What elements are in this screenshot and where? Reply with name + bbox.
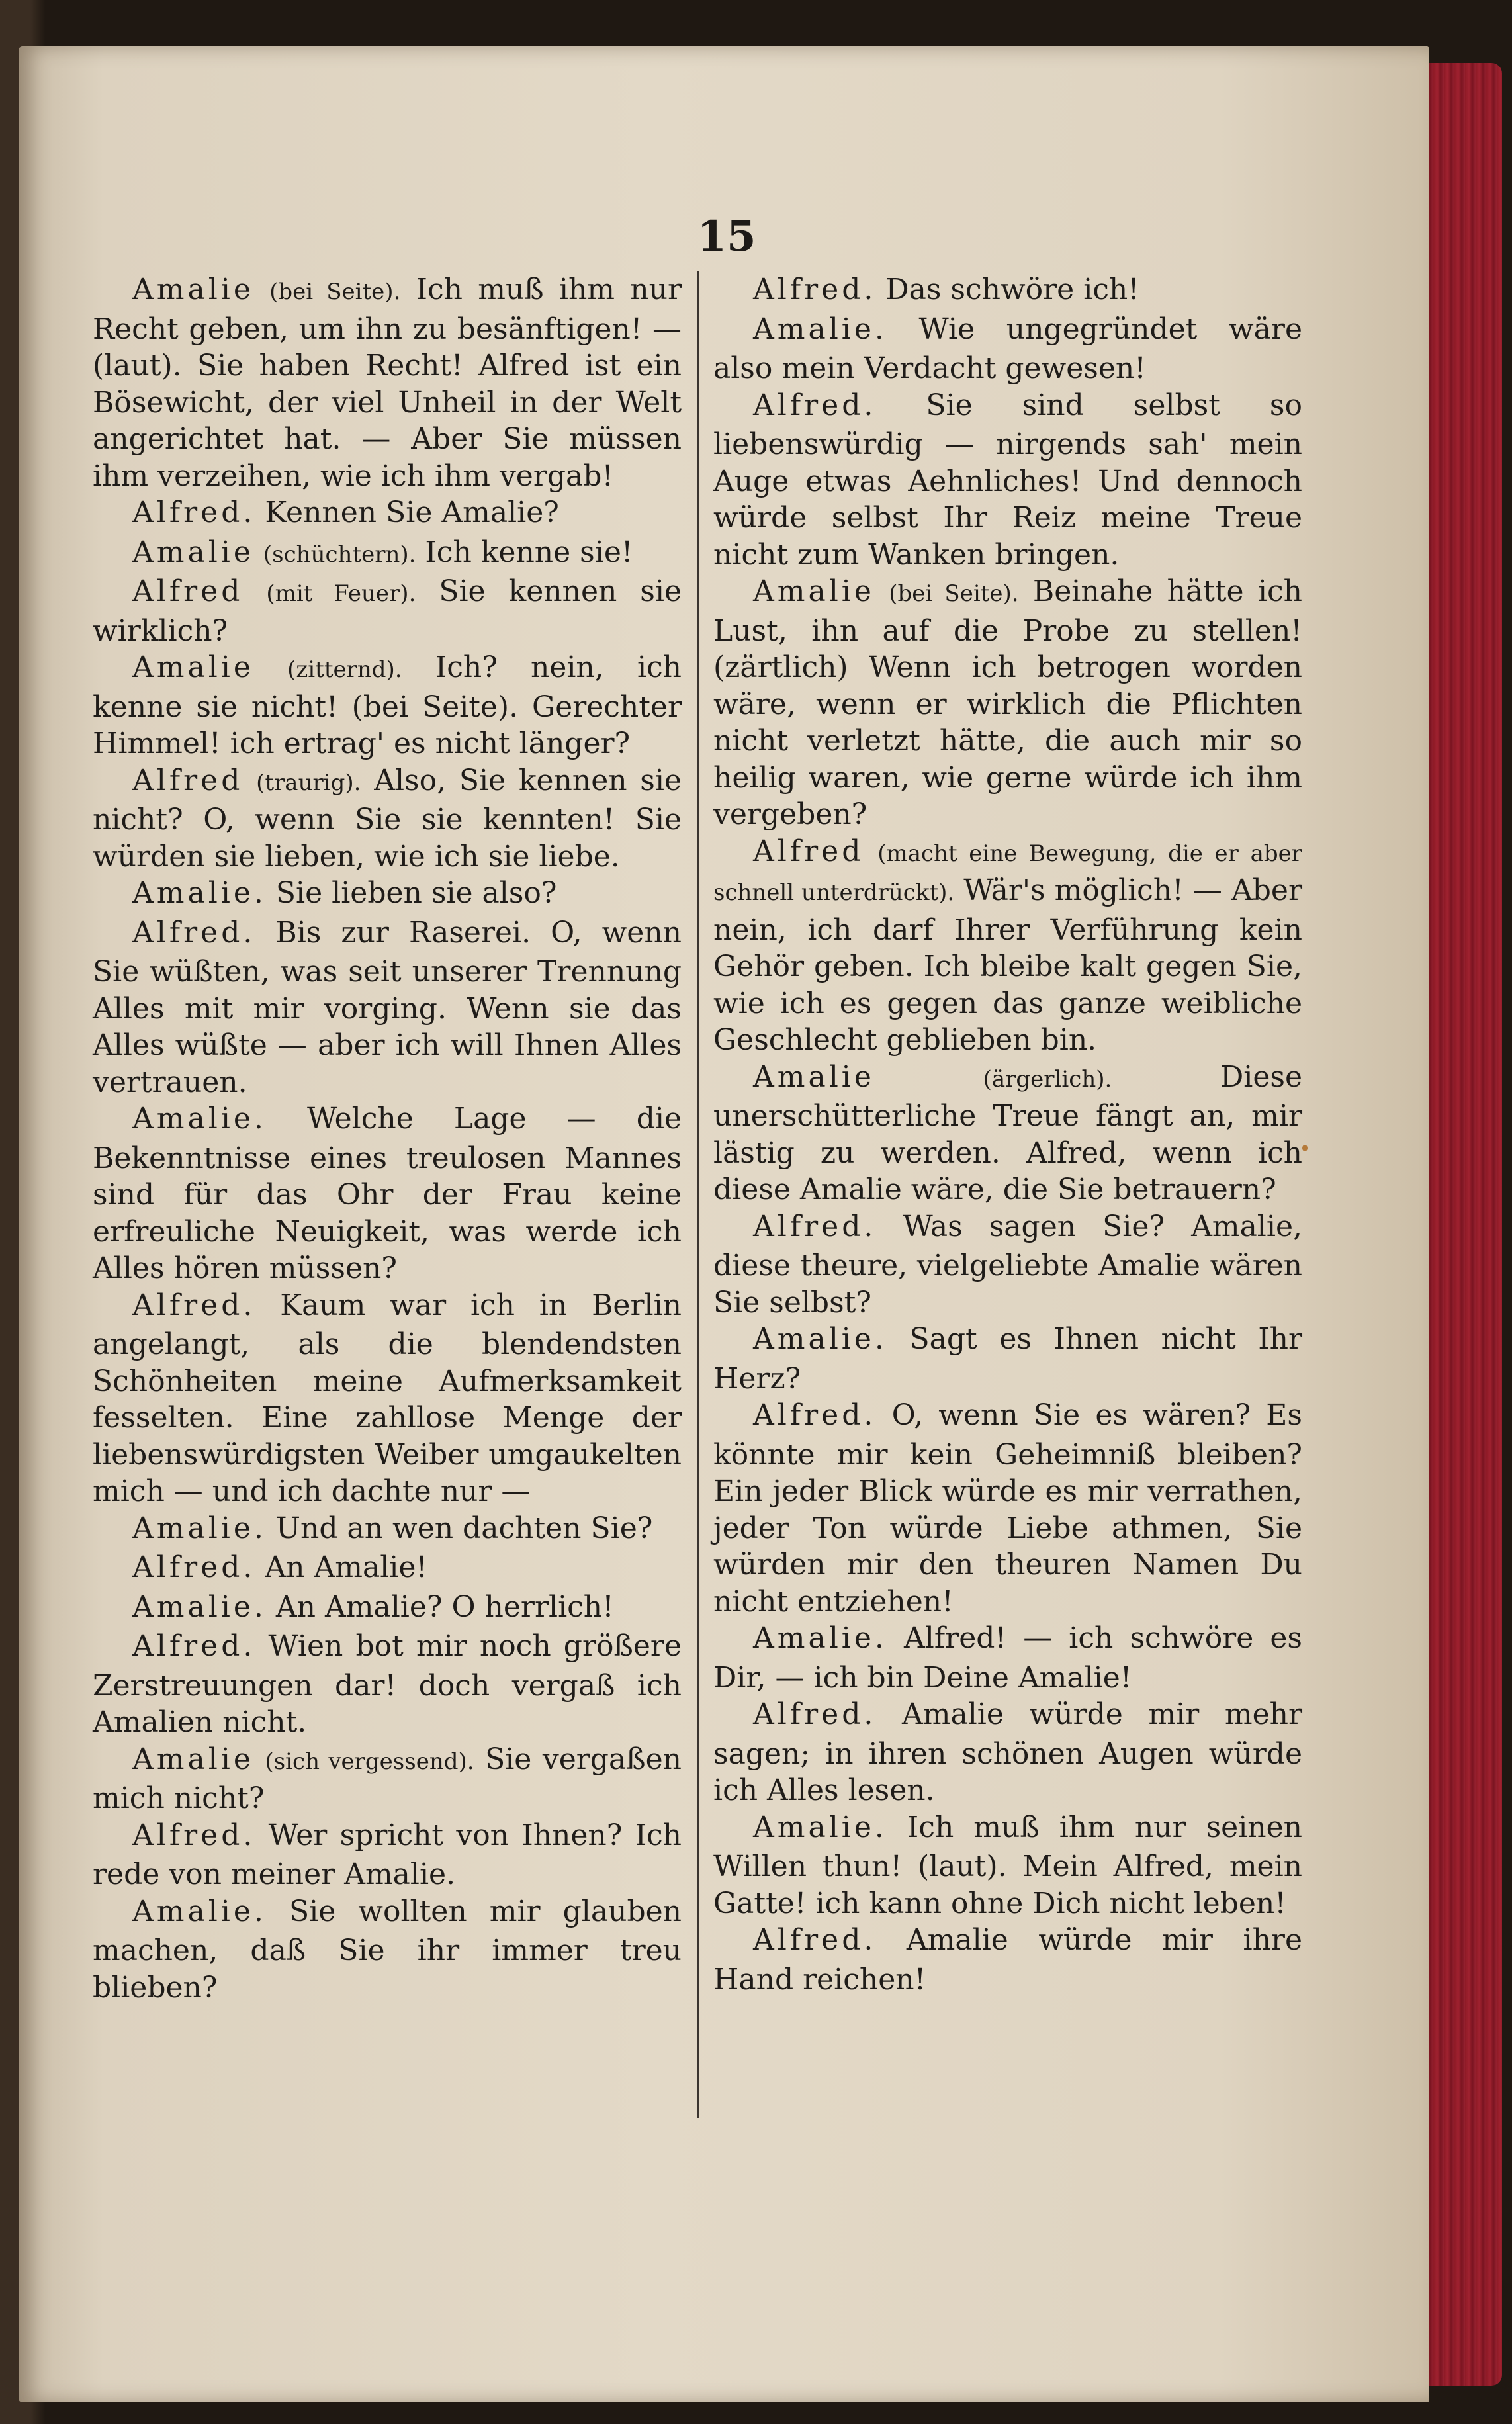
dialogue-paragraph <box>93 271 682 494</box>
dialogue-paragraph <box>713 1620 1302 1696</box>
dialogue-text: Sie lieben sie also? <box>275 876 557 910</box>
dialogue-text: Wer spricht von Ihnen? Ich rede von meiner Amalie. <box>93 1818 682 1891</box>
dialogue-text: Bis zur Raserei. O, wenn Sie wüßten, was seit unserer Trennung Alles mit mir vorging. Wenn sie das Alles wüßte — aber ich will Ihnen Alles vertrauen. <box>93 915 682 1099</box>
dialogue-text: Sie vergaßen mich nicht? <box>93 1742 682 1815</box>
dialogue-paragraph <box>93 762 682 875</box>
dialogue-paragraph <box>713 833 1302 1059</box>
speaker-name: Amalie. <box>753 1621 887 1655</box>
dialogue-text: Amalie würde mir mehr sagen; in ihren schönen Augen würde ich Alles lesen. <box>713 1697 1302 1807</box>
dialogue-paragraph <box>93 1589 682 1629</box>
dialogue-text: Also, Sie kennen sie nicht? O, wenn Sie sie kennten! Sie würden sie lieben, wie ich sie liebe. <box>93 763 682 874</box>
dialogue-text: An Amalie? O herrlich! <box>275 1590 614 1624</box>
dialogue-paragraph <box>93 1628 682 1741</box>
speaker-name: Amalie. <box>753 312 887 346</box>
dialogue-paragraph <box>93 1287 682 1510</box>
dialogue-text: Wär's möglich! — Aber nein, ich darf Ihrer Verführung kein Gehör geben. Ich bleibe kalt gegen Sie, wie ich es gegen das ganze weibliche Geschlecht geblieben bin. <box>713 874 1302 1057</box>
dialogue-paragraph <box>713 1208 1302 1322</box>
dialogue-text: Sagt es Ihnen nicht Ihr Herz? <box>713 1322 1302 1396</box>
column-divider <box>697 271 699 2118</box>
dialogue-paragraph <box>93 915 682 1101</box>
dialogue-text: Sie sind selbst so liebenswürdig — nirgends sah' mein Auge etwas Aehnliches! Und dennoch würde selbst Ihr Reiz meine Treue nicht zum Wanken bringen. <box>713 388 1302 572</box>
dialogue-text: Das schwöre ich! <box>885 273 1139 306</box>
dialogue-paragraph <box>93 649 682 762</box>
dialogue-text: Sie wollten mir glauben machen, daß Sie ihr immer treu blieben? <box>93 1894 682 2004</box>
dialogue-paragraph <box>93 573 682 649</box>
dialogue-text: Kaum war ich in Berlin angelangt, als die blendendsten Schönheiten meine Aufmerksamkeit fesselten. Eine zahllose Menge der liebenswürdigsten Weiber umgaukelten mich — und ich dachte nur — <box>93 1288 682 1508</box>
speaker-name: Alfred. <box>132 1629 256 1663</box>
dialogue-text: Was sagen Sie? Amalie, diese theure, vielgeliebte Amalie wären Sie selbst? <box>713 1209 1302 1320</box>
dialogue-paragraph <box>93 1510 682 1550</box>
dialogue-text: Beinahe hätte ich Lust, ihn auf die Probe zu stellen! (zärtlich) Wenn ich betrogen worden wäre, wenn er wirklich die Pflichten nicht verletzt hätte, die auch mir so heilig waren, wie gerne würde ich ihm vergeben? <box>713 574 1302 831</box>
dialogue-text: An Amalie! <box>265 1550 428 1584</box>
dialogue-paragraph <box>93 1100 682 1287</box>
stage-direction: (bei Seite). <box>269 279 401 305</box>
dialogue-text: Wien bot mir noch größere Zerstreuungen dar! doch vergaß ich Amalien nicht. <box>93 1629 682 1739</box>
speaker-name: Alfred. <box>753 388 877 422</box>
dialogue-text: Ich muß ihm nur Recht geben, um ihn zu besänftigen! — (laut). Sie haben Recht! Alfred ist ein Bösewicht, der viel Unheil in der Welt angerichtet hat. — Aber Sie müssen ihm verzeihen, wie ich ihm vergab! <box>93 273 682 493</box>
speaker-name: Amalie <box>132 1742 254 1776</box>
paper-stain <box>1302 1145 1308 1151</box>
stage-direction: (bei Seite). <box>889 580 1019 607</box>
speaker-name: Alfred. <box>753 1209 877 1243</box>
dialogue-text: Wie ungegründet wäre also mein Verdacht gewesen! <box>713 312 1302 385</box>
dialogue-paragraph <box>713 1397 1302 1620</box>
dialogue-text: Ich? nein, ich kenne sie nicht! (bei Seite). Gerechter Himmel! ich ertrag' es nicht länger? <box>93 651 682 760</box>
speaker-name: Alfred. <box>753 1697 877 1731</box>
speaker-name: Alfred <box>132 763 244 797</box>
dialogue-text: O, wenn Sie es wären? Es könnte mir kein Geheimniß bleiben? Ein jeder Blick würde es mir verrathen, jeder Ton würde Liebe athmen, Sie würden mir den theuren Namen Du nicht entziehen! <box>713 1398 1302 1619</box>
dialogue-paragraph <box>713 1809 1302 1922</box>
speaker-name: Alfred. <box>132 1550 256 1584</box>
speaker-name: Amalie <box>132 651 254 684</box>
speaker-name: Amalie. <box>132 1894 267 1928</box>
speaker-name: Alfred. <box>753 1923 877 1957</box>
speaker-name: Alfred. <box>132 915 256 950</box>
dialogue-text: Ich kenne sie! <box>425 535 633 569</box>
stage-direction: (schüchtern). <box>263 541 416 568</box>
right-column <box>713 271 1302 1998</box>
dialogue-paragraph <box>93 534 682 574</box>
dialogue-text: Alfred! — ich schwöre es Dir, — ich bin Deine Amalie! <box>713 1621 1302 1695</box>
dialogue-text: Kennen Sie Amalie? <box>265 496 559 529</box>
dialogue-text: Und an wen dachten Sie? <box>275 1511 653 1545</box>
left-column <box>93 271 682 2006</box>
dialogue-paragraph <box>93 1817 682 1893</box>
speaker-name: Amalie. <box>132 876 267 910</box>
dialogue-text: Diese unerschütterliche Treue fängt an, mir lästig zu werden. Alfred, wenn ich diese Amalie wäre, die Sie betrauern? <box>713 1059 1302 1206</box>
speaker-name: Amalie <box>753 1059 875 1094</box>
dialogue-paragraph <box>713 1696 1302 1809</box>
page-number: 15 <box>697 212 756 261</box>
dialogue-text: Amalie würde mir ihre Hand reichen! <box>713 1923 1302 1997</box>
speaker-name: Amalie. <box>753 1322 887 1356</box>
speaker-name: Amalie <box>132 273 254 306</box>
dialogue-paragraph <box>713 387 1302 574</box>
dialogue-paragraph <box>93 1549 682 1589</box>
speaker-name: Amalie. <box>132 1590 267 1624</box>
dialogue-paragraph <box>713 311 1302 387</box>
speaker-name: Amalie <box>132 535 254 569</box>
speaker-name: Amalie. <box>753 1810 887 1844</box>
speaker-name: Alfred. <box>132 1818 256 1852</box>
stage-direction: (ärgerlich). <box>983 1065 1112 1093</box>
speaker-name: Alfred <box>132 574 244 608</box>
speaker-name: Amalie. <box>132 1102 267 1136</box>
stage-direction: (mit Feuer). <box>266 580 416 607</box>
speaker-name: Amalie. <box>132 1511 267 1545</box>
speaker-name: Alfred <box>753 834 864 868</box>
stage-direction: (macht eine Bewegung, die er aber schnell unterdrückt). <box>713 840 1302 906</box>
dialogue-paragraph <box>713 1321 1302 1397</box>
dialogue-text: Sie kennen sie wirklich? <box>93 574 682 648</box>
dialogue-paragraph <box>93 875 682 915</box>
speaker-name: Alfred. <box>132 496 256 529</box>
dialogue-paragraph <box>713 573 1302 833</box>
dialogue-paragraph <box>93 1741 682 1817</box>
dialogue-paragraph <box>713 1059 1302 1208</box>
stage-direction: (sich vergessend). <box>265 1748 474 1775</box>
speaker-name: Alfred. <box>753 1398 877 1432</box>
dialogue-text: Welche Lage — die Bekenntnisse eines treulosen Mannes sind für das Ohr der Frau keine erfreuliche Neuigkeit, was werde ich Alles hören müssen? <box>93 1102 682 1285</box>
dialogue-paragraph <box>93 494 682 534</box>
dialogue-paragraph <box>713 271 1302 311</box>
speaker-name: Amalie <box>753 574 875 608</box>
stage-direction: (traurig). <box>256 769 361 796</box>
page-red-edge <box>1423 63 1502 2386</box>
speaker-name: Alfred. <box>132 1288 256 1322</box>
speaker-name: Alfred. <box>753 273 877 306</box>
dialogue-text: Ich muß ihm nur seinen Willen thun! (laut). Mein Alfred, mein Gatte! ich kann ohne Dich nicht leben! <box>713 1810 1302 1920</box>
dialogue-paragraph <box>713 1922 1302 1998</box>
dialogue-paragraph <box>93 1893 682 2006</box>
stage-direction: (zitternd). <box>287 656 402 683</box>
